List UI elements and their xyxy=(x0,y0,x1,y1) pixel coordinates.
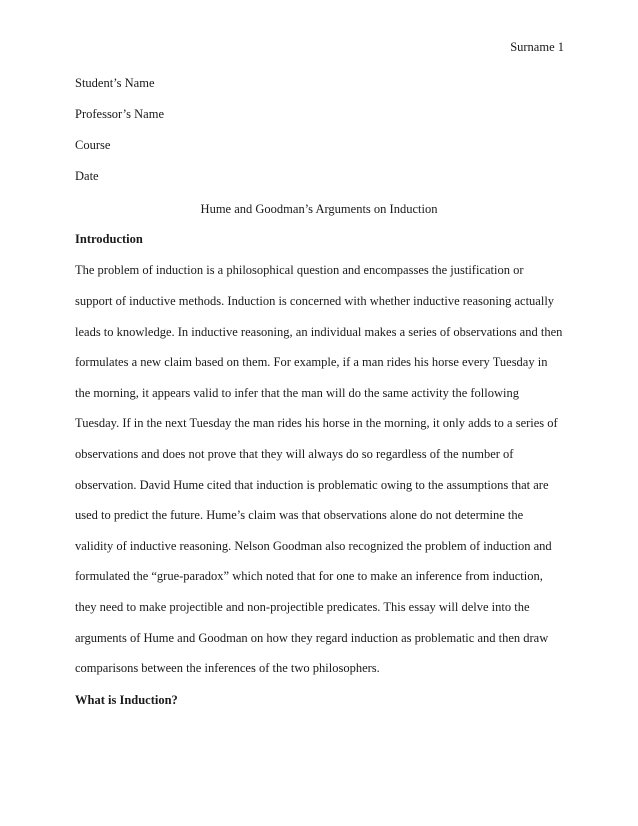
essay-title: Hume and Goodman’s Arguments on Induction xyxy=(200,202,438,216)
paragraph-line: the morning, it appears valid to infer that the man will do the same activity the following xyxy=(75,386,519,400)
course: Course xyxy=(75,138,111,152)
paragraph-line: formulates a new claim based on them. For example, if a man rides his horse every Tuesday in xyxy=(75,355,548,369)
paragraph-line: they need to make projectible and non-projectible predicates. This essay will delve into the xyxy=(75,600,530,614)
professor-name: Professor’s Name xyxy=(75,107,164,121)
section-heading-introduction: Introduction xyxy=(75,232,143,246)
paragraph-line: used to predict the future. Hume’s claim was that observations alone do not determine the xyxy=(75,508,524,522)
paragraph-line: observations and does not prove that they will always do so regardless of the number of xyxy=(75,447,514,461)
date: Date xyxy=(75,169,99,183)
paragraph-line: comparisons between the inferences of the two philosophers. xyxy=(75,661,380,675)
paragraph-line: Tuesday. If in the next Tuesday the man rides his horse in the morning, it only adds to a series of xyxy=(75,416,558,430)
paragraph-line: leads to knowledge. In inductive reasoning, an individual makes a series of observations and then xyxy=(75,325,563,339)
section-heading-what-is-induction: What is Induction? xyxy=(75,693,178,707)
paragraph-line: formulated the “grue-paradox” which noted that for one to make an inference from induction, xyxy=(75,569,543,583)
student-name: Student’s Name xyxy=(75,76,155,90)
paragraph-line: support of inductive methods. Induction is concerned with whether inductive reasoning actually xyxy=(75,294,555,308)
paragraph-line: arguments of Hume and Goodman on how they regard induction as problematic and then draw xyxy=(75,631,549,645)
running-head: Surname 1 xyxy=(510,40,564,54)
paragraph-line: validity of inductive reasoning. Nelson Goodman also recognized the problem of induction and xyxy=(75,539,552,553)
paragraph-line: The problem of induction is a philosophical question and encompasses the justification or xyxy=(75,263,524,277)
paragraph-line: observation. David Hume cited that induction is problematic owing to the assumptions that are xyxy=(75,478,549,492)
